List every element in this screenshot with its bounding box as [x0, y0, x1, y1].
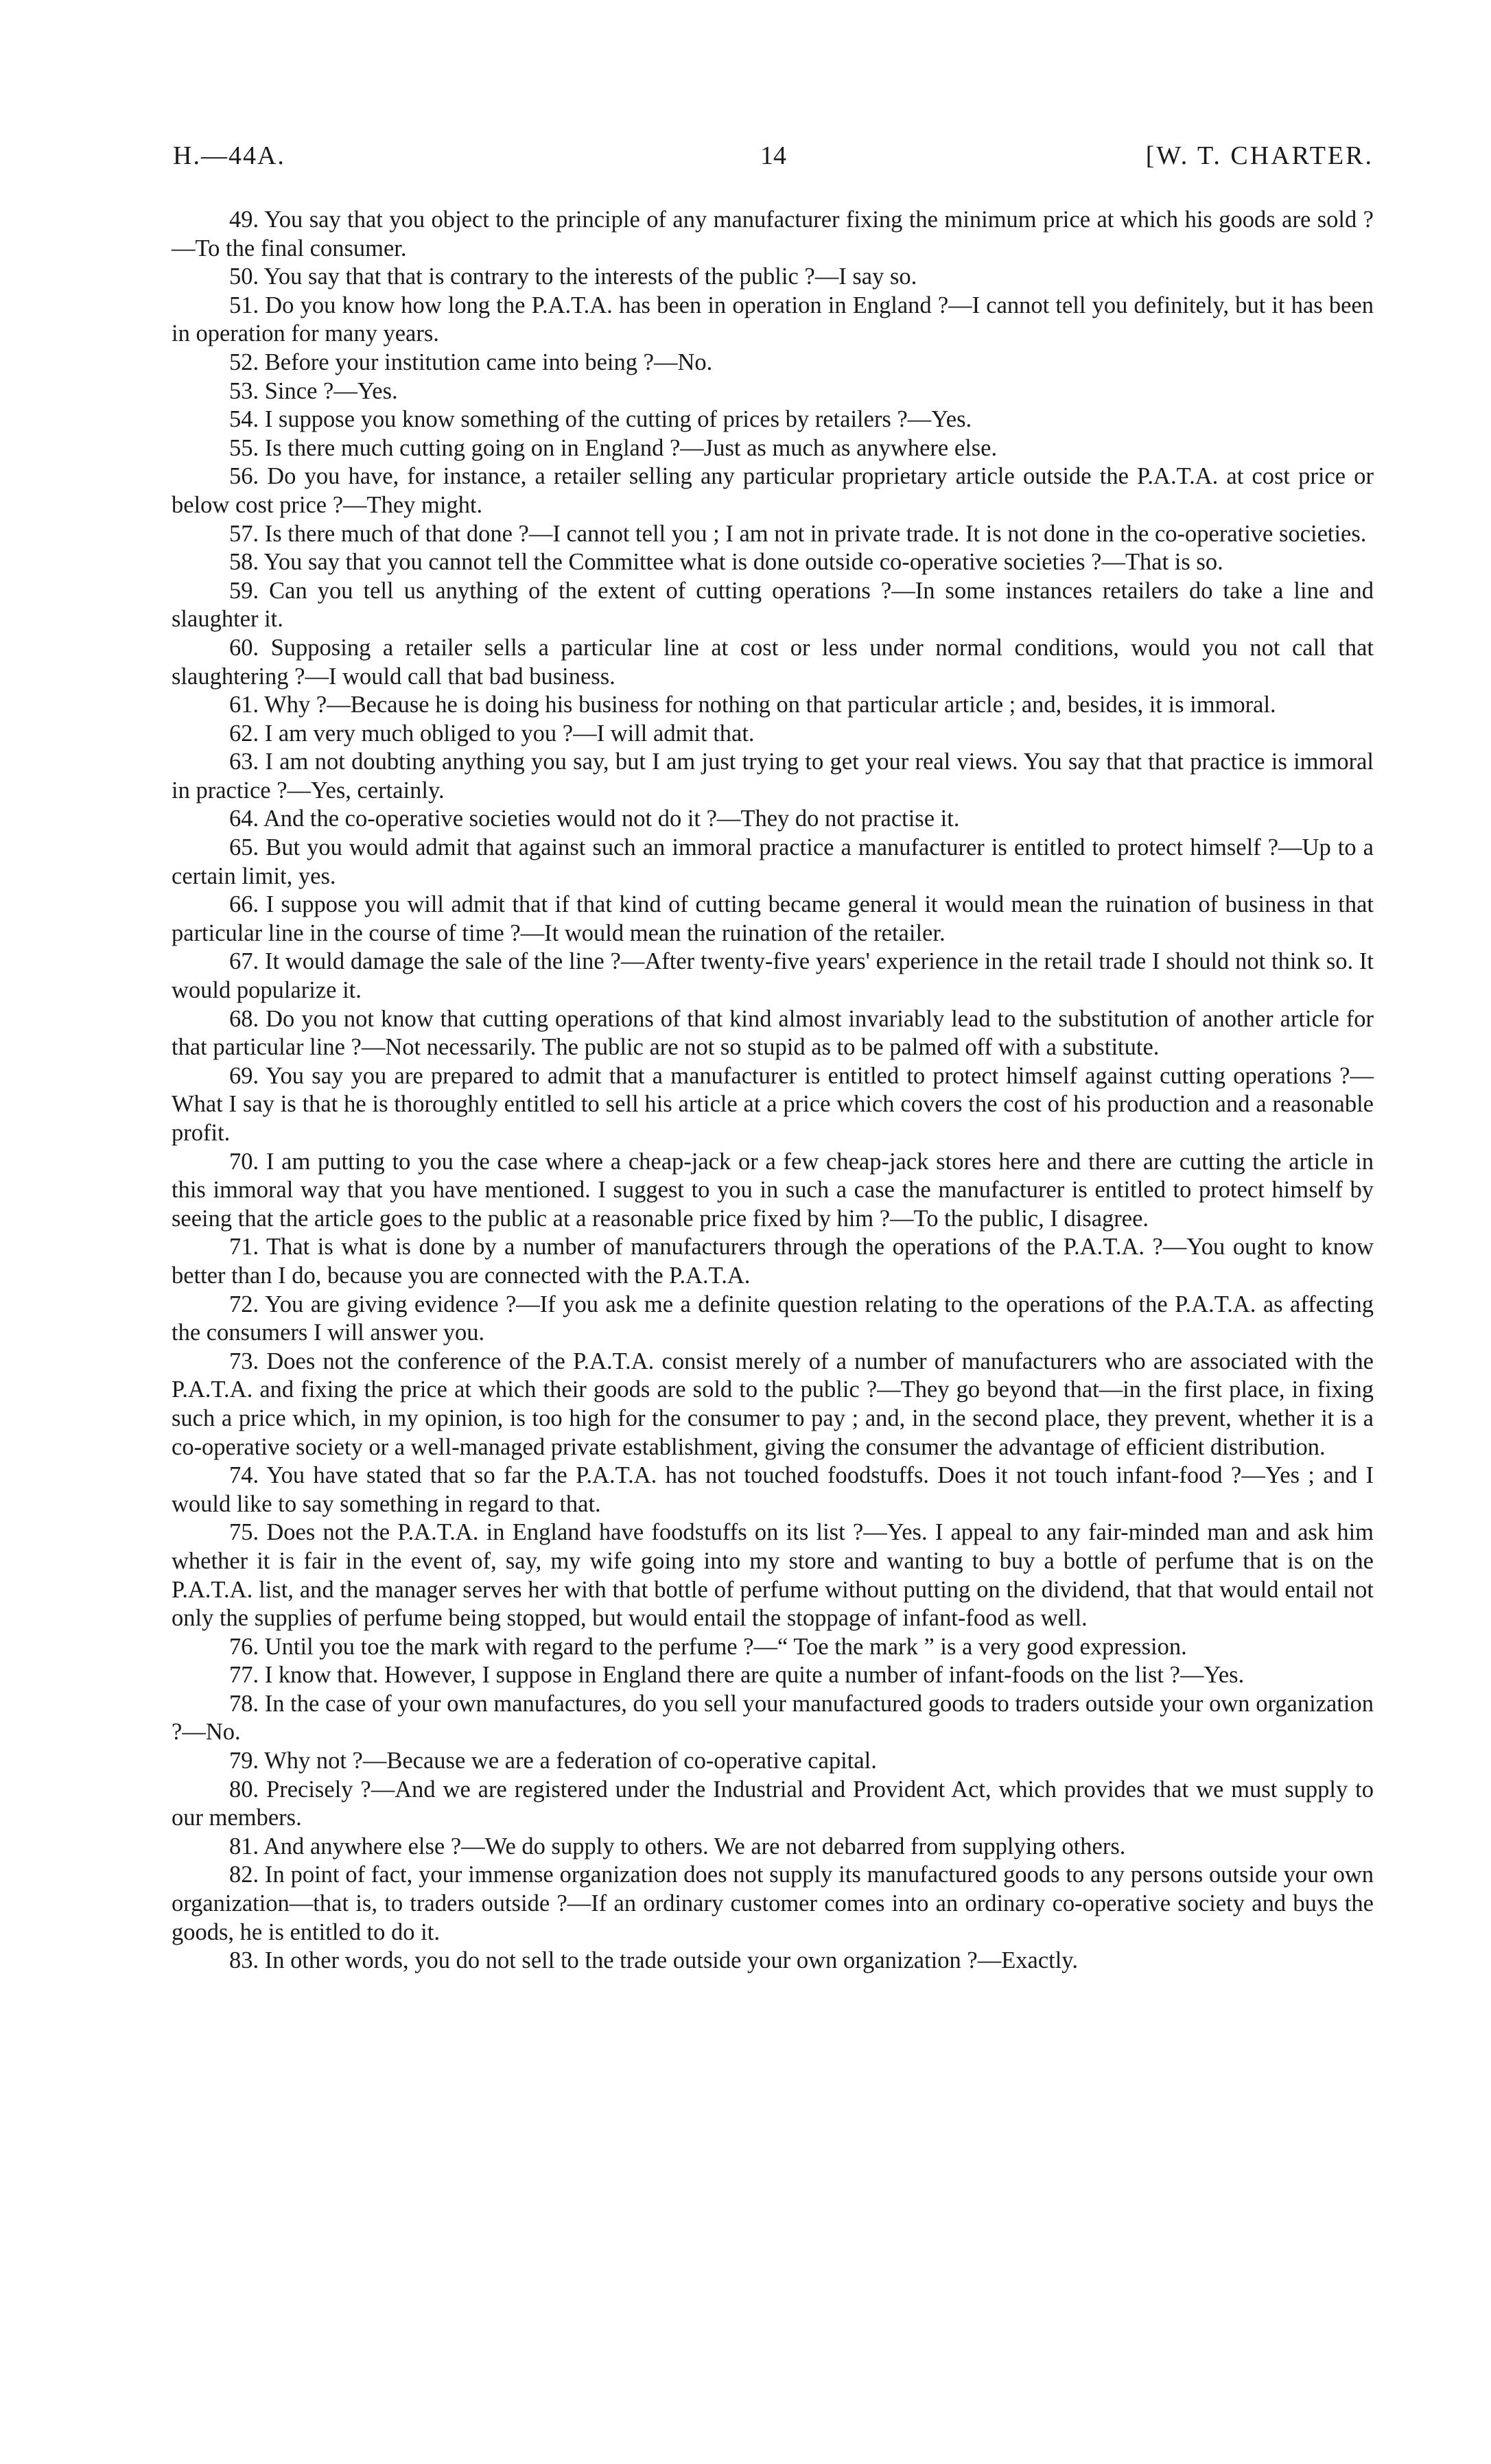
question-58: 58. You say that you cannot tell the Committee what is done outside co-operative societies ?—That is so. — [229, 549, 1223, 576]
question-56: 56. Do you have, for instance, a retailer selling any particular proprietary article outside the P.A.T.A. at cost price or below cost price ?—They might. — [172, 463, 1374, 518]
question-69: 69. You say you are prepared to admit that a manufacturer is entitled to protect himself against cutting operations ?—What I say is that he is thoroughly entitled to sell his article at a price which covers the cost of his production and a reasonable profit. — [172, 1062, 1374, 1146]
question-72: 72. You are giving evidence ?—If you ask me a definite question relating to the operations of the P.A.T.A. as affecting the consumers I will answer you. — [172, 1291, 1374, 1346]
question-66: 66. I suppose you will admit that if that kind of cutting became general it would mean the ruination of business in that particular line in the course of time ?—It would mean the ruination of the retailer. — [172, 891, 1374, 946]
question-59: 59. Can you tell us anything of the extent of cutting operations ?—In some instances retailers do take a line and slaughter it. — [172, 577, 1374, 633]
question-53: 53. Since ?—Yes. — [229, 377, 398, 404]
question-83: 83. In other words, you do not sell to the trade outside your own organization ?—Exactly. — [229, 1947, 1078, 1974]
question-79: 79. Why not ?—Because we are a federation of co-operative capital. — [229, 1748, 877, 1774]
question-68: 68. Do you not know that cutting operations of that kind almost invariably lead to the substitution of another article for that particular line ?—Not necessarily. The public are not so stupid as to be palmed off with a substitute. — [172, 1005, 1374, 1061]
question-51: 51. Do you know how long the P.A.T.A. has been in operation in England ?—I cannot tell you definitely, but it has been in operation for many years. — [172, 292, 1374, 347]
document-reference: H.—44A. — [173, 141, 285, 170]
question-78: 78. In the case of your own manufactures, do you sell your manufactured goods to traders outside your own organization ?—No. — [172, 1690, 1374, 1746]
page-number: 14 — [760, 141, 786, 170]
question-74: 74. You have stated that so far the P.A.T.A. has not touched foodstuffs. Does it not touch infant-food ?—Yes ; and I would like to say something in regard to that. — [172, 1462, 1374, 1517]
question-49: 49. You say that you object to the principle of any manufacturer fixing the minimum price at which his goods are sold ?—To the final consumer. — [172, 207, 1374, 261]
question-76: 76. Until you toe the mark with regard to the perfume ?—“ Toe the mark ” is a very good expression. — [229, 1633, 1187, 1660]
question-57: 57. Is there much of that done ?—I cannot tell you ; I am not in private trade. It is not done in the co-operative societies. — [229, 520, 1367, 547]
question-61: 61. Why ?—Because he is doing his business for nothing on that particular article ; and, besides, it is immoral. — [229, 692, 1276, 718]
question-67: 67. It would damage the sale of the line ?—After twenty-five years' experience in the retail trade I should not think so. It would popularize it. — [172, 948, 1374, 1004]
question-75: 75. Does not the P.A.T.A. in England have foodstuffs on its list ?—Yes. I appeal to any fair-minded man and ask him whether it is fair in the event of, say, my wife going into my store and wanting to buy a bottle of perfume that is on the P.A.T.A. list, and the manager serves her with that bottle of perfume without putting on the dividend, that that would entail not only the supplies of perfume being stopped, but would entail the stoppage of infant-food as well. — [172, 1519, 1374, 1632]
question-55: 55. Is there much cutting going on in England ?—Just as much as anywhere else. — [229, 434, 998, 461]
question-50: 50. You say that that is contrary to the interests of the public ?—I say so. — [229, 263, 917, 290]
question-70: 70. I am putting to you the case where a cheap-jack or a few cheap-jack stores here and there are cutting the article in this immoral way that you have mentioned. I suggest to you in such a case the manufacturer is entitled to protect himself by seeing that the article goes to the public at a reasonable price fixed by him ?—To the public, I disagree. — [172, 1148, 1374, 1232]
question-80: 80. Precisely ?—And we are registered under the Industrial and Provident Act, which provides that we must supply to our members. — [172, 1776, 1374, 1831]
question-64: 64. And the co-operative societies would not do it ?—They do not practise it. — [229, 806, 960, 832]
question-65: 65. But you would admit that against such an immoral practice a manufacturer is entitled to protect himself ?—Up to a certain limit, yes. — [172, 834, 1374, 889]
question-62: 62. I am very much obliged to you ?—I will admit that. — [229, 720, 755, 747]
question-52: 52. Before your institution came into being ?—No. — [229, 349, 713, 375]
question-77: 77. I know that. However, I suppose in England there are quite a number of infant-foods on the list ?—Yes. — [229, 1662, 1245, 1689]
witness-name: [W. T. CHARTER. — [1145, 141, 1374, 170]
question-71: 71. That is what is done by a number of manufacturers through the operations of the P.A.T.A. ?—You ought to know better than I do, because you are connected with the P.A.T.A. — [172, 1234, 1374, 1289]
page-header — [173, 141, 1374, 182]
question-73: 73. Does not the conference of the P.A.T.A. consist merely of a number of manufacturers who are associated with the P.A.T.A. and fixing the price at which their goods are sold to the public ?—They go beyond that—in the first place, in fixing such a price which, in my opinion, is too high for the consumer to pay ; and, in the second place, they prevent, whether it is a co-operative society or a well-managed private establishment, giving the consumer the advantage of efficient distribution. — [172, 1348, 1374, 1460]
question-81: 81. And anywhere else ?—We do supply to others. We are not debarred from supplying others. — [229, 1833, 1126, 1859]
question-63: 63. I am not doubting anything you say, but I am just trying to get your real views. You say that that practice is immoral in practice ?—Yes, certainly. — [172, 749, 1374, 803]
question-82: 82. In point of fact, your immense organization does not supply its manufactured goods to any persons outside your own organization—that is, to traders outside ?—If an ordinary customer comes into an ordinary co-operative society and buys the goods, he is entitled to do it. — [172, 1862, 1374, 1945]
question-60: 60. Supposing a retailer sells a particular line at cost or less under normal conditions, would you not call that slaughtering ?—I would call that bad business. — [172, 634, 1374, 690]
testimony-body — [172, 206, 1374, 1975]
question-54: 54. I suppose you know something of the cutting of prices by retailers ?—Yes. — [229, 406, 972, 433]
